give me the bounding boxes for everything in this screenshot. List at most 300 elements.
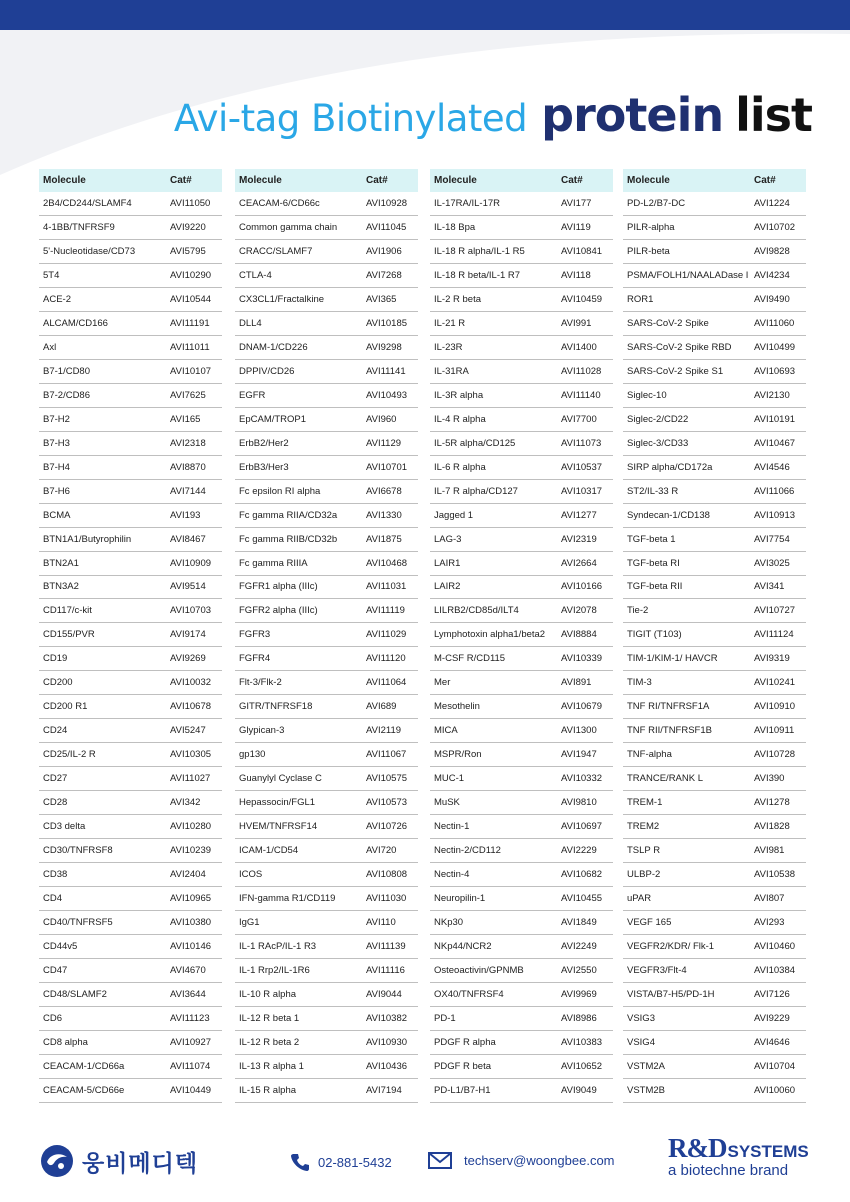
table-column-2: [235, 169, 418, 1103]
company-logo: [40, 1144, 198, 1178]
molecule-name: Hepassocin/FGL1: [239, 797, 316, 809]
table-row: [623, 983, 806, 1007]
table-row: [235, 504, 418, 528]
molecule-name: Syndecan-1/CD138: [627, 509, 710, 521]
title-part-list: list: [735, 88, 812, 142]
catalog-number: AVI10191: [754, 413, 796, 425]
molecule-name: 5T4: [43, 269, 60, 281]
molecule-name: Guanylyl Cyclase C: [239, 773, 322, 785]
table-row: [235, 288, 418, 312]
mail-icon: [428, 1152, 452, 1169]
table-row: [623, 791, 806, 815]
table-row: [235, 360, 418, 384]
table-row: [430, 360, 613, 384]
molecule-name: DLL4: [239, 317, 262, 329]
footer: [0, 1130, 850, 1190]
table-row: [430, 240, 613, 264]
molecule-name: BCMA: [43, 509, 71, 521]
molecule-name: BTN1A1/Butyrophilin: [43, 533, 132, 545]
table-row: [235, 719, 418, 743]
table-row: [623, 576, 806, 600]
catalog-number: AVI1277: [561, 509, 597, 521]
catalog-number: AVI10573: [366, 797, 408, 809]
table-row: [430, 384, 613, 408]
table-row: [623, 719, 806, 743]
catalog-number: AVI981: [754, 845, 785, 857]
molecule-name: ROR1: [627, 293, 654, 305]
molecule-name: PILR-beta: [627, 245, 670, 257]
catalog-number: AVI2130: [754, 389, 790, 401]
company-name: 웅비메디텍: [82, 1150, 199, 1177]
table-row: [39, 288, 222, 312]
molecule-name: B7-H2: [43, 413, 70, 425]
catalog-number: AVI9298: [366, 341, 402, 353]
catalog-number: AVI110: [366, 917, 396, 929]
catalog-number: AVI10499: [754, 341, 796, 353]
molecule-name: MSPR/Ron: [434, 749, 482, 761]
table-row: [39, 695, 222, 719]
table-row: [623, 384, 806, 408]
table-row: [39, 264, 222, 288]
molecule-name: SARS-CoV-2 Spike RBD: [627, 341, 732, 353]
molecule-name: VISTA/B7-H5/PD-1H: [627, 988, 715, 1000]
catalog-number: AVI10678: [170, 701, 212, 713]
table-header: [235, 169, 418, 192]
catalog-number: AVI4646: [754, 1036, 790, 1048]
table-row: [235, 216, 418, 240]
catalog-number: AVI1300: [561, 725, 597, 737]
catalog-number: AVI11027: [170, 773, 211, 785]
table-row: [235, 312, 418, 336]
header-cat: Cat#: [754, 175, 776, 186]
catalog-number: AVI10727: [754, 605, 796, 617]
table-row: [39, 528, 222, 552]
catalog-number: AVI11031: [366, 581, 407, 593]
table-row: [623, 695, 806, 719]
table-row: [623, 192, 806, 216]
brand-rd: R&D: [668, 1133, 727, 1163]
catalog-number: AVI10703: [170, 605, 212, 617]
table-row: [430, 671, 613, 695]
table-row: [235, 671, 418, 695]
catalog-number: AVI1129: [366, 437, 402, 449]
molecule-name: Tie-2: [627, 605, 649, 617]
rd-systems-logo: [668, 1133, 808, 1179]
molecule-name: Flt-3/Flk-2: [239, 677, 282, 689]
table-row: [623, 408, 806, 432]
catalog-number: AVI10383: [561, 1036, 603, 1048]
table-row: [430, 480, 613, 504]
table-row: [430, 504, 613, 528]
molecule-name: ICOS: [239, 869, 263, 881]
header-molecule: Molecule: [43, 175, 86, 186]
molecule-name: EpCAM/TROP1: [239, 413, 307, 425]
table-row: [39, 480, 222, 504]
molecule-name: PSMA/FOLH1/NAALADase I: [627, 269, 749, 281]
molecule-name: FGFR4: [239, 653, 271, 665]
catalog-number: AVI193: [170, 509, 201, 521]
table-row: [235, 935, 418, 959]
molecule-name: CEACAM-5/CD66e: [43, 1084, 125, 1096]
brand-systems: SYSTEMS: [727, 1142, 809, 1161]
table-row: [430, 1079, 613, 1103]
phone-contact[interactable]: [290, 1152, 392, 1172]
table-row: [235, 767, 418, 791]
catalog-number: AVI1224: [754, 197, 790, 209]
table-row: [623, 288, 806, 312]
molecule-name: PILR-alpha: [627, 221, 675, 233]
catalog-number: AVI10910: [754, 701, 796, 713]
molecule-name: CD30/TNFRSF8: [43, 845, 113, 857]
catalog-number: AVI365: [366, 293, 397, 305]
table-row: [39, 863, 222, 887]
catalog-number: AVI11191: [170, 317, 210, 329]
molecule-name: ICAM-1/CD54: [239, 845, 299, 857]
catalog-number: AVI10455: [561, 893, 603, 905]
table-row: [430, 839, 613, 863]
table-row: [39, 1031, 222, 1055]
molecule-name: CTLA-4: [239, 269, 272, 281]
catalog-number: AVI11030: [366, 893, 407, 905]
catalog-number: AVI10339: [561, 653, 603, 665]
catalog-number: AVI720: [366, 845, 397, 857]
table-row: [623, 743, 806, 767]
table-row: [430, 288, 613, 312]
molecule-name: PD-L1/B7-H1: [434, 1084, 491, 1096]
molecule-name: 2B4/CD244/SLAMF4: [43, 197, 132, 209]
table-row: [235, 887, 418, 911]
catalog-number: AVI10704: [754, 1060, 796, 1072]
molecule-name: CD24: [43, 725, 68, 737]
table-row: [430, 959, 613, 983]
table-row: [235, 1031, 418, 1055]
table-row: [430, 1055, 613, 1079]
page-title: [0, 88, 812, 142]
catalog-number: AVI10146: [170, 941, 212, 953]
catalog-number: AVI118: [561, 269, 591, 281]
molecule-name: LILRB2/CD85d/ILT4: [434, 605, 519, 617]
table-row: [39, 623, 222, 647]
catalog-number: AVI390: [754, 773, 785, 785]
table-row: [623, 504, 806, 528]
email-contact[interactable]: [428, 1152, 615, 1169]
table-row: [39, 839, 222, 863]
table-row: [430, 719, 613, 743]
catalog-number: AVI11141: [366, 365, 406, 377]
molecule-name: LAIR2: [434, 581, 461, 593]
molecule-name: Glypican-3: [239, 725, 285, 737]
molecule-name: SARS-CoV-2 Spike S1: [627, 365, 724, 377]
molecule-name: TIM-1/KIM-1/ HAVCR: [627, 653, 718, 665]
table-row: [39, 887, 222, 911]
catalog-number: AVI10682: [561, 869, 603, 881]
table-row: [430, 647, 613, 671]
molecule-name: CD27: [43, 773, 68, 785]
molecule-name: 4-1BB/TNFRSF9: [43, 221, 115, 233]
catalog-number: AVI9969: [561, 988, 597, 1000]
molecule-name: IL-23R: [434, 341, 463, 353]
table-row: [39, 312, 222, 336]
table-row: [39, 240, 222, 264]
table-row: [430, 552, 613, 576]
molecule-name: Siglec-10: [627, 389, 667, 401]
table-row: [430, 767, 613, 791]
molecule-name: CEACAM-1/CD66a: [43, 1060, 125, 1072]
catalog-number: AVI10575: [366, 773, 408, 785]
catalog-number: AVI9220: [170, 221, 206, 233]
molecule-name: CD38: [43, 869, 68, 881]
table-row: [39, 1007, 222, 1031]
molecule-name: PDGF R beta: [434, 1060, 492, 1072]
catalog-number: AVI9514: [170, 581, 206, 593]
table-row: [235, 911, 418, 935]
molecule-name: ErbB2/Her2: [239, 437, 289, 449]
table-row: [430, 935, 613, 959]
table-row: [623, 599, 806, 623]
molecule-name: Jagged 1: [434, 509, 474, 521]
catalog-number: AVI9490: [754, 293, 790, 305]
catalog-number: AVI3025: [754, 557, 790, 569]
molecule-name: IgG1: [239, 917, 260, 929]
catalog-number: AVI10384: [754, 964, 796, 976]
molecule-name: CD19: [43, 653, 68, 665]
table-row: [39, 408, 222, 432]
table-row: [39, 767, 222, 791]
catalog-number: AVI177: [561, 197, 592, 209]
molecule-name: CD40/TNFRSF5: [43, 917, 113, 929]
table-row: [623, 480, 806, 504]
catalog-number: AVI10808: [366, 869, 408, 881]
table-row: [623, 432, 806, 456]
molecule-name: TSLP R: [627, 845, 661, 857]
molecule-name: IL-1 Rrp2/IL-1R6: [239, 964, 310, 976]
catalog-number: AVI10459: [561, 293, 603, 305]
molecule-name: TGF-beta RI: [627, 557, 680, 569]
table-row: [430, 743, 613, 767]
catalog-number: AVI342: [170, 797, 201, 809]
molecule-name: Fc gamma RIIB/CD32b: [239, 533, 338, 545]
table-row: [235, 599, 418, 623]
molecule-name: SIRP alpha/CD172a: [627, 461, 713, 473]
table-row: [623, 552, 806, 576]
catalog-number: AVI689: [366, 701, 397, 713]
molecule-name: ErbB3/Her3: [239, 461, 289, 473]
table-row: [39, 456, 222, 480]
molecule-name: VEGFR3/Flt-4: [627, 964, 687, 976]
email-address: techserv@woongbee.com: [464, 1153, 615, 1168]
header-cat: Cat#: [170, 175, 192, 186]
table-column-4: [623, 169, 806, 1103]
table-row: [623, 240, 806, 264]
molecule-name: IL-31RA: [434, 365, 469, 377]
table-row: [430, 863, 613, 887]
catalog-number: AVI293: [754, 917, 785, 929]
molecule-name: NKp44/NCR2: [434, 941, 492, 953]
molecule-name: TNF RI/TNFRSF1A: [627, 701, 710, 713]
catalog-number: AVI8884: [561, 629, 597, 641]
molecule-name: Nectin-2/CD112: [434, 845, 501, 857]
catalog-number: AVI1906: [366, 245, 402, 257]
table-row: [623, 1079, 806, 1103]
table-row: [39, 599, 222, 623]
catalog-number: AVI10728: [754, 749, 796, 761]
catalog-number: AVI10913: [754, 509, 796, 521]
molecule-name: TRANCE/RANK L: [627, 773, 704, 785]
table-row: [39, 504, 222, 528]
molecule-name: CEACAM-6/CD66c: [239, 197, 320, 209]
molecule-name: FGFR2 alpha (IIIc): [239, 605, 318, 617]
molecule-name: Axl: [43, 341, 57, 353]
catalog-number: AVI119: [561, 221, 591, 233]
table-row: [430, 216, 613, 240]
table-row: [623, 839, 806, 863]
table-row: [235, 456, 418, 480]
table-row: [39, 935, 222, 959]
molecule-name: Osteoactivin/GPNMB: [434, 964, 524, 976]
catalog-number: AVI10449: [170, 1084, 212, 1096]
molecule-name: VSTM2B: [627, 1084, 666, 1096]
molecule-name: ULBP-2: [627, 869, 661, 881]
header-molecule: Molecule: [239, 175, 282, 186]
catalog-number: AVI10060: [754, 1084, 796, 1096]
table-row: [623, 336, 806, 360]
molecule-name: IL-7 R alpha/CD127: [434, 485, 518, 497]
molecule-name: CD200 R1: [43, 701, 88, 713]
table-row: [430, 791, 613, 815]
table-row: [430, 815, 613, 839]
catalog-number: AVI9269: [170, 653, 206, 665]
molecule-name: B7-H6: [43, 485, 70, 497]
catalog-number: AVI9810: [561, 797, 597, 809]
catalog-number: AVI9319: [754, 653, 790, 665]
catalog-number: AVI10697: [561, 821, 603, 833]
table-row: [235, 647, 418, 671]
catalog-number: AVI1947: [561, 749, 597, 761]
catalog-number: AVI10467: [754, 437, 796, 449]
catalog-number: AVI991: [561, 317, 592, 329]
molecule-name: 5'-Nucleotidase/CD73: [43, 245, 136, 257]
table-row: [623, 815, 806, 839]
catalog-number: AVI7144: [170, 485, 206, 497]
catalog-number: AVI10460: [754, 941, 796, 953]
table-row: [623, 671, 806, 695]
catalog-number: AVI341: [754, 581, 785, 593]
catalog-number: AVI2404: [170, 869, 206, 881]
catalog-number: AVI1278: [754, 797, 790, 809]
catalog-number: AVI11119: [366, 605, 405, 617]
table-row: [430, 1007, 613, 1031]
catalog-number: AVI10909: [170, 557, 212, 569]
molecule-name: IFN-gamma R1/CD119: [239, 893, 336, 905]
catalog-number: AVI10930: [366, 1036, 408, 1048]
table-row: [623, 312, 806, 336]
table-row: [430, 408, 613, 432]
catalog-number: AVI10679: [561, 701, 603, 713]
catalog-number: AVI10107: [170, 365, 212, 377]
catalog-number: AVI10032: [170, 677, 212, 689]
phone-icon: [290, 1152, 310, 1172]
catalog-number: AVI11123: [170, 1012, 210, 1024]
molecule-name: IL-13 R alpha 1: [239, 1060, 304, 1072]
table-row: [430, 983, 613, 1007]
catalog-number: AVI2664: [561, 557, 597, 569]
table-row: [235, 623, 418, 647]
table-row: [235, 240, 418, 264]
table-row: [39, 432, 222, 456]
table-row: [39, 983, 222, 1007]
catalog-number: AVI10538: [754, 869, 796, 881]
molecule-name: VSTM2A: [627, 1060, 666, 1072]
catalog-number: AVI10185: [366, 317, 408, 329]
molecule-name: IL-2 R beta: [434, 293, 481, 305]
molecule-name: TIGIT (T103): [627, 629, 682, 641]
header-cat: Cat#: [561, 175, 583, 186]
catalog-number: AVI10928: [366, 197, 408, 209]
catalog-number: AVI11074: [170, 1060, 211, 1072]
molecule-name: CD48/SLAMF2: [43, 988, 107, 1000]
catalog-number: AVI10493: [366, 389, 408, 401]
catalog-number: AVI10927: [170, 1036, 212, 1048]
molecule-name: Common gamma chain: [239, 221, 338, 233]
catalog-number: AVI1828: [754, 821, 790, 833]
catalog-number: AVI2078: [561, 605, 597, 617]
catalog-number: AVI10544: [170, 293, 212, 305]
table-row: [39, 192, 222, 216]
brand-tagline: a biotechne brand: [668, 1162, 789, 1179]
molecule-name: TGF-beta RII: [627, 581, 683, 593]
catalog-number: AVI4546: [754, 461, 790, 473]
table-header: [430, 169, 613, 192]
molecule-name: CD25/IL-2 R: [43, 749, 96, 761]
molecule-name: FGFR3: [239, 629, 271, 641]
catalog-number: AVI7268: [366, 269, 402, 281]
catalog-number: AVI3644: [170, 988, 206, 1000]
molecule-name: TREM-1: [627, 797, 663, 809]
catalog-number: AVI1849: [561, 917, 597, 929]
table-row: [39, 384, 222, 408]
table-row: [623, 1007, 806, 1031]
molecule-name: DNAM-1/CD226: [239, 341, 308, 353]
catalog-number: AVI11064: [366, 677, 407, 689]
table-row: [623, 863, 806, 887]
header-cat: Cat#: [366, 175, 388, 186]
catalog-number: AVI10652: [561, 1060, 603, 1072]
molecule-name: gp130: [239, 749, 266, 761]
molecule-name: CD28: [43, 797, 68, 809]
table-row: [430, 432, 613, 456]
molecule-name: PD-L2/B7-DC: [627, 197, 686, 209]
molecule-name: Fc gamma RIIA/CD32a: [239, 509, 338, 521]
table-row: [623, 216, 806, 240]
table-row: [623, 264, 806, 288]
catalog-number: AVI7754: [754, 533, 790, 545]
catalog-number: AVI9049: [561, 1084, 597, 1096]
table-row: [235, 1079, 418, 1103]
catalog-number: AVI7700: [561, 413, 597, 425]
molecule-name: CD155/PVR: [43, 629, 95, 641]
table-row: [235, 192, 418, 216]
catalog-number: AVI11066: [754, 485, 795, 497]
catalog-number: AVI10380: [170, 917, 212, 929]
molecule-name: Siglec-3/CD33: [627, 437, 689, 449]
title-part-light: Avi-tag Biotinylated: [173, 97, 528, 140]
molecule-name: CD4: [43, 893, 63, 905]
catalog-number: AVI960: [366, 413, 397, 425]
table-row: [430, 528, 613, 552]
molecule-name: IL-18 R alpha/IL-1 R5: [434, 245, 525, 257]
catalog-number: AVI10241: [754, 677, 796, 689]
molecule-name: IL-3R alpha: [434, 389, 484, 401]
